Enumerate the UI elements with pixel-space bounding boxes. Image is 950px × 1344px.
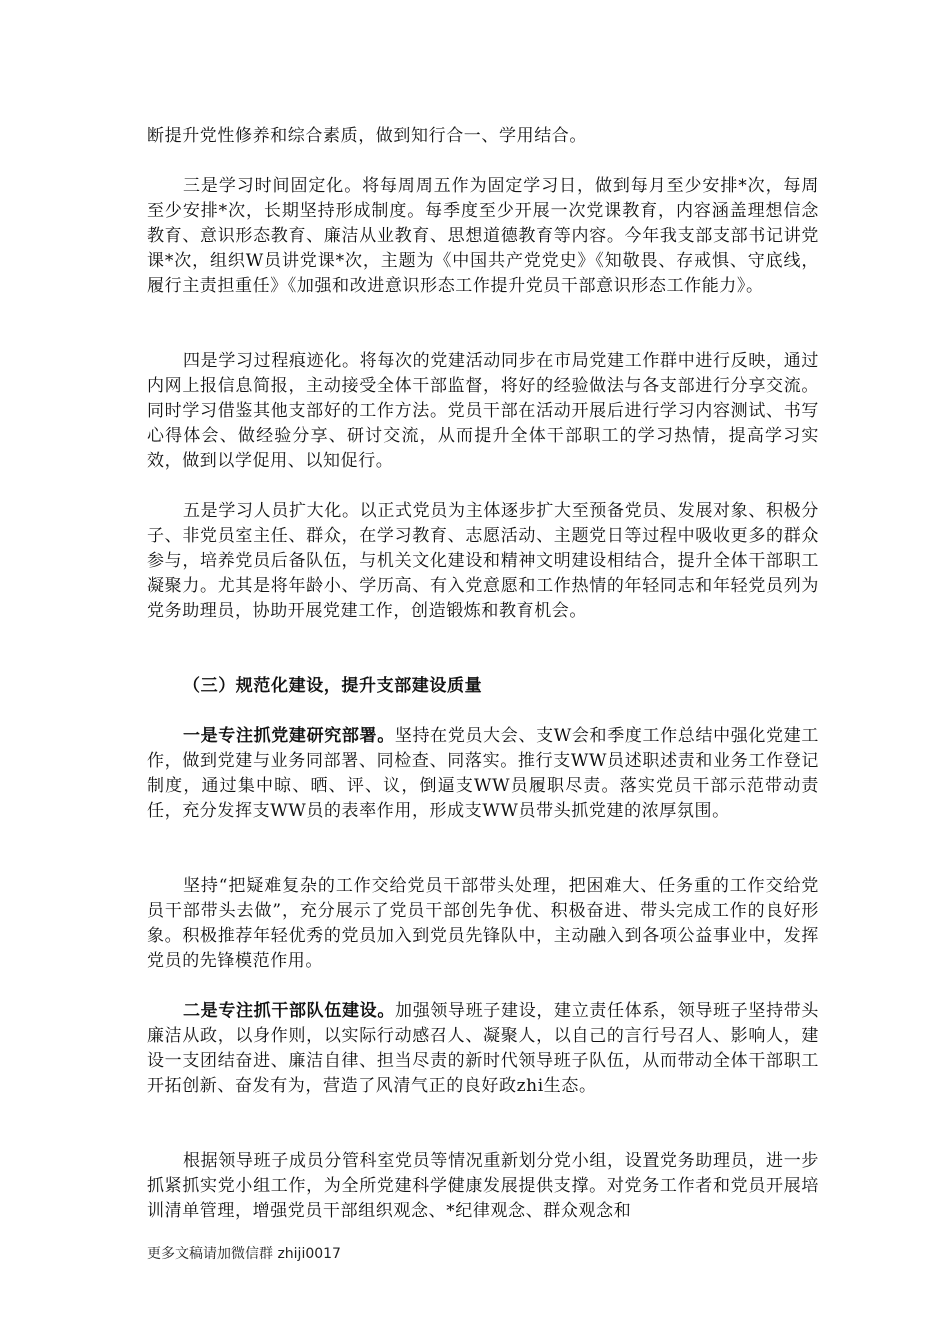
paragraph-persist: 坚持“把疑难复杂的工作交给党员干部带头处理，把困难大、任务重的工作交给党员干部带头去做”，充分展示了党员干部创先争优、积极奋进、带头完成工作的良好形象。积极推荐年轻优秀的党员加入到党员先锋队中，主动融入到各项公益事业中，发挥党员的先锋模范作用。: [147, 876, 819, 971]
paragraph-continuation: 断提升党性修养和综合素质，做到知行合一、学用结合。: [147, 126, 587, 146]
paragraph-lead: 一是专注抓党建研究部署。: [183, 726, 395, 746]
paragraph-lead: 二是专注抓干部队伍建设。: [183, 1001, 396, 1021]
paragraph-study-process: 四是学习过程痕迹化。将每次的党建活动同步在市局党建工作群中进行反映，通过内网上报信息简报，主动接受全体干部监督，将好的经验做法与各支部进行分享交流。同时学习借鉴其他支部好的工作方法。党员干部在活动开展后进行学习内容测试、书写心得体会、做经验分享、研讨交流，从而提升全体干部职工的学习热情，提高学习实效，做到以学促用、以知促行。: [147, 351, 819, 471]
paragraph-cadre-team: [147, 999, 819, 1099]
paragraph-party-groups: 根据领导班子成员分管科室党员等情况重新划分党小组，设置党务助理员，进一步抓紧抓实党小组工作，为全所党建科学健康发展提供支撑。对党务工作者和党员开展培训清单管理，增强党员干部组织观念、*纪律观念、群众观念和: [147, 1151, 819, 1221]
section-heading: （三）规范化建设，提升支部建设质量: [183, 676, 483, 696]
footer-note: 更多文稿请加微信群 zhiji0017: [147, 1246, 341, 1262]
paragraph-body: 加强领导班子建设，建立责任体系，领导班子坚持带头廉洁从政，以身作则，以实际行动感召人、凝聚人，以自己的言行号召人、影响人，建设一支团结奋进、廉洁自律、担当尽责的新时代领导班子队伍，从而带动全体干部职工开拓创新、奋发有为，营造了风清气正的良好政zhi生态。: [147, 1001, 820, 1096]
paragraph-study-time: 三是学习时间固定化。将每周周五作为固定学习日，做到每月至少安排*次，每周至少安排*次，长期坚持形成制度。每季度至少开展一次党课教育，内容涵盖理想信念教育、意识形态教育、廉洁从业教育、思想道德教育等内容。今年我支部支部书记讲党课*次，组织W员讲党课*次，主题为《中国共产党党史》《知敬畏、存戒惧、守底线，履行主责担重任》《加强和改进意识形态工作提升党员干部意识形态工作能力》。: [147, 176, 819, 296]
paragraph-study-personnel: 五是学习人员扩大化。以正式党员为主体逐步扩大至预备党员、发展对象、积极分子、非党员室主任、群众，在学习教育、志愿活动、主题党日等过程中吸收更多的群众参与，培养党员后备队伍，与机关文化建设和精神文明建设相结合，提升全体干部职工凝聚力。尤其是将年龄小、学历高、有入党意愿和工作热情的年轻同志和年轻党员列为党务助理员，协助开展党建工作，创造锻炼和教育机会。: [147, 501, 819, 621]
paragraph-body: 坚持在党员大会、支W会和季度工作总结中强化党建工作，做到党建与业务同部署、同检查、同落实。推行支WW员述职述责和业务工作登记制度，通过集中晾、晒、评、议，倒逼支WW员履职尽责。落实党员干部示范带动责任，充分发挥支WW员的表率作用，形成支WW员带头抓党建的浓厚氛围。: [147, 726, 819, 821]
paragraph-party-research: [147, 724, 819, 824]
